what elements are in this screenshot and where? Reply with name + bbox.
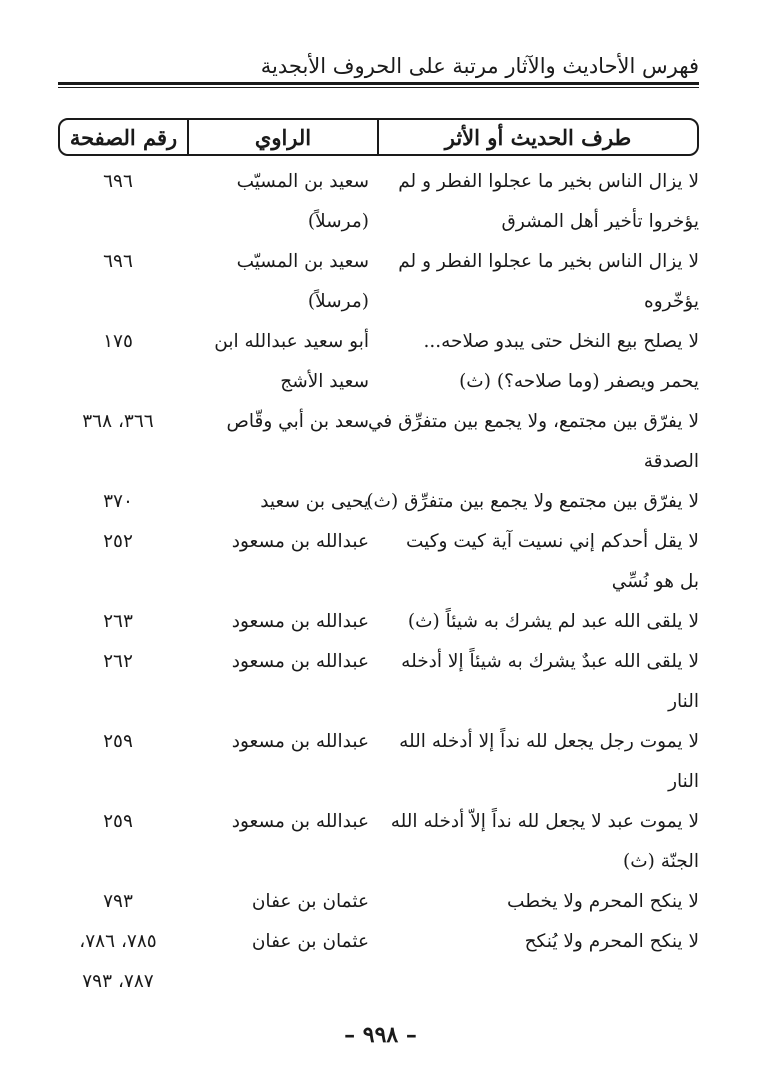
table-row: [58, 722, 699, 762]
narrator-text: [179, 682, 369, 722]
hadith-text: لا يفرّق بين مجتمع ولا يجمع بين متفرِّق (ث): [366, 491, 699, 512]
hadith-text: لا يقل أحدكم إني نسيت آية كيت وكيت: [405, 531, 699, 552]
running-title: فهرس الأحاديث والآثار مرتبة على الحروف الأبجدية: [260, 54, 699, 78]
hadith-text: الصدقة: [643, 451, 699, 472]
column-header-page: رقم الصفحة: [69, 124, 178, 150]
hadith-text: لا يزال الناس بخير ما عجلوا الفطر و لم: [398, 251, 699, 272]
table-row: [58, 362, 699, 402]
narrator-text: سعيد بن المسيّب: [236, 251, 369, 272]
hadith-text: يحمر ويصفر (وما صلاحه؟) (ث): [459, 371, 699, 392]
hadith-text: لا يزال الناس بخير ما عجلوا الفطر و لم: [398, 171, 699, 192]
table-row: [58, 282, 699, 322]
narrator-text: أبو سعيد عبدالله ابن: [214, 331, 369, 352]
page-refs: ١٧٥: [103, 331, 133, 352]
page-refs: [58, 762, 178, 802]
hadith-text: لا يلقى الله عبد لم يشرك به شيئاً (ث): [407, 611, 699, 632]
narrator-text: عبدالله بن مسعود: [231, 531, 369, 552]
narrator-text: سعد بن أبي وقّاص: [226, 411, 369, 432]
hadith-text: يؤخّروه: [644, 291, 699, 312]
hadith-text: يؤخروا تأخير أهل المشرق: [501, 211, 699, 232]
column-header-narrator: الراوي: [187, 120, 377, 154]
table-row: [58, 802, 699, 842]
narrator-text: (مرسلاً): [307, 291, 369, 312]
table-row: [58, 842, 699, 882]
table-row: [58, 762, 699, 802]
narrator-text: عثمان بن عفان: [251, 891, 369, 912]
hadith-text: لا يصلح بيع النخل حتى يبدو صلاحه...: [423, 331, 699, 352]
page-refs: [58, 282, 178, 322]
table-row: [58, 962, 699, 1002]
narrator-text: عبدالله بن مسعود: [231, 731, 369, 752]
column-header-hadith: طرف الحديث أو الأثر: [377, 120, 697, 154]
page-refs: ٢٥٢: [103, 531, 133, 552]
table-row: [58, 322, 699, 362]
table-row: [58, 402, 699, 442]
narrator-text: سعيد الأشج: [280, 371, 369, 392]
table-row: [58, 882, 699, 922]
hadith-text: الجنّة (ث): [623, 851, 699, 872]
hadith-text: النار: [668, 691, 699, 712]
narrator-text: [179, 842, 369, 882]
hadith-text: لا يموت عبد لا يجعل لله نداً إلاّ أدخله الله: [390, 811, 699, 832]
hadith-text: لا يفرّق بين مجتمع، ولا يجمع بين متفرِّق في: [367, 411, 699, 432]
hadith-text: لا ينكح المحرم ولا يُنكح: [524, 931, 699, 952]
page-refs: [58, 682, 178, 722]
page-refs: [58, 842, 178, 882]
table-row: [58, 162, 699, 202]
header-rule-thick: [58, 82, 699, 85]
table-header: [58, 118, 699, 156]
narrator-text: [179, 762, 369, 802]
page-refs: ٣٦٦، ٣٦٨: [82, 411, 154, 432]
page-refs: ٧٩٣: [103, 891, 133, 912]
page-refs: ٢٥٩: [103, 811, 133, 832]
table-row: [58, 202, 699, 242]
page-refs: ٢٦٣: [103, 611, 133, 632]
page-refs: [58, 202, 178, 242]
table-row: [58, 642, 699, 682]
page-refs: ٢٥٩: [103, 731, 133, 752]
narrator-text: سعيد بن المسيّب: [236, 171, 369, 192]
narrator-text: عبدالله بن مسعود: [231, 811, 369, 832]
index-rows: [58, 162, 699, 1002]
page-refs: ٢٦٢: [103, 651, 133, 672]
table-row: [58, 602, 699, 642]
table-row: [58, 922, 699, 962]
hadith-text: لا يلقى الله عبدٌ يشرك به شيئاً إلا أدخله: [401, 651, 699, 672]
narrator-text: (مرسلاً): [307, 211, 369, 232]
hadith-text: لا يموت رجل يجعل لله نداً إلا أدخله الله: [399, 731, 699, 752]
page-refs: ٦٩٦: [103, 171, 133, 192]
narrator-text: عبدالله بن مسعود: [231, 651, 369, 672]
narrator-text: [179, 442, 369, 482]
hadith-text: النار: [668, 771, 699, 792]
page-number: – ٩٩٨ –: [344, 1022, 417, 1048]
page-refs: [58, 562, 178, 602]
narrator-text: [179, 962, 369, 1002]
table-row: [58, 682, 699, 722]
page-refs: [58, 442, 178, 482]
narrator-text: [179, 562, 369, 602]
table-row: [58, 522, 699, 562]
page-refs: ٦٩٦: [103, 251, 133, 272]
table-row: [58, 562, 699, 602]
table-row: [58, 482, 699, 522]
page-refs: ٧٨٧، ٧٩٣: [82, 971, 154, 992]
table-row: [58, 242, 699, 282]
page-refs: [58, 362, 178, 402]
table-row: [58, 442, 699, 482]
header-rule-thin: [58, 87, 699, 88]
narrator-text: عبدالله بن مسعود: [231, 611, 369, 632]
narrator-text: يحيى بن سعيد: [260, 491, 369, 512]
hadith-text: بل هو نُسِّي: [611, 571, 699, 592]
narrator-text: عثمان بن عفان: [251, 931, 369, 952]
hadith-text: لا ينكح المحرم ولا يخطب: [507, 891, 699, 912]
hadith-text: [379, 962, 699, 1002]
page-refs: ٧٨٥، ٧٨٦،: [79, 931, 157, 952]
page-refs: ٣٧٠: [103, 491, 133, 512]
